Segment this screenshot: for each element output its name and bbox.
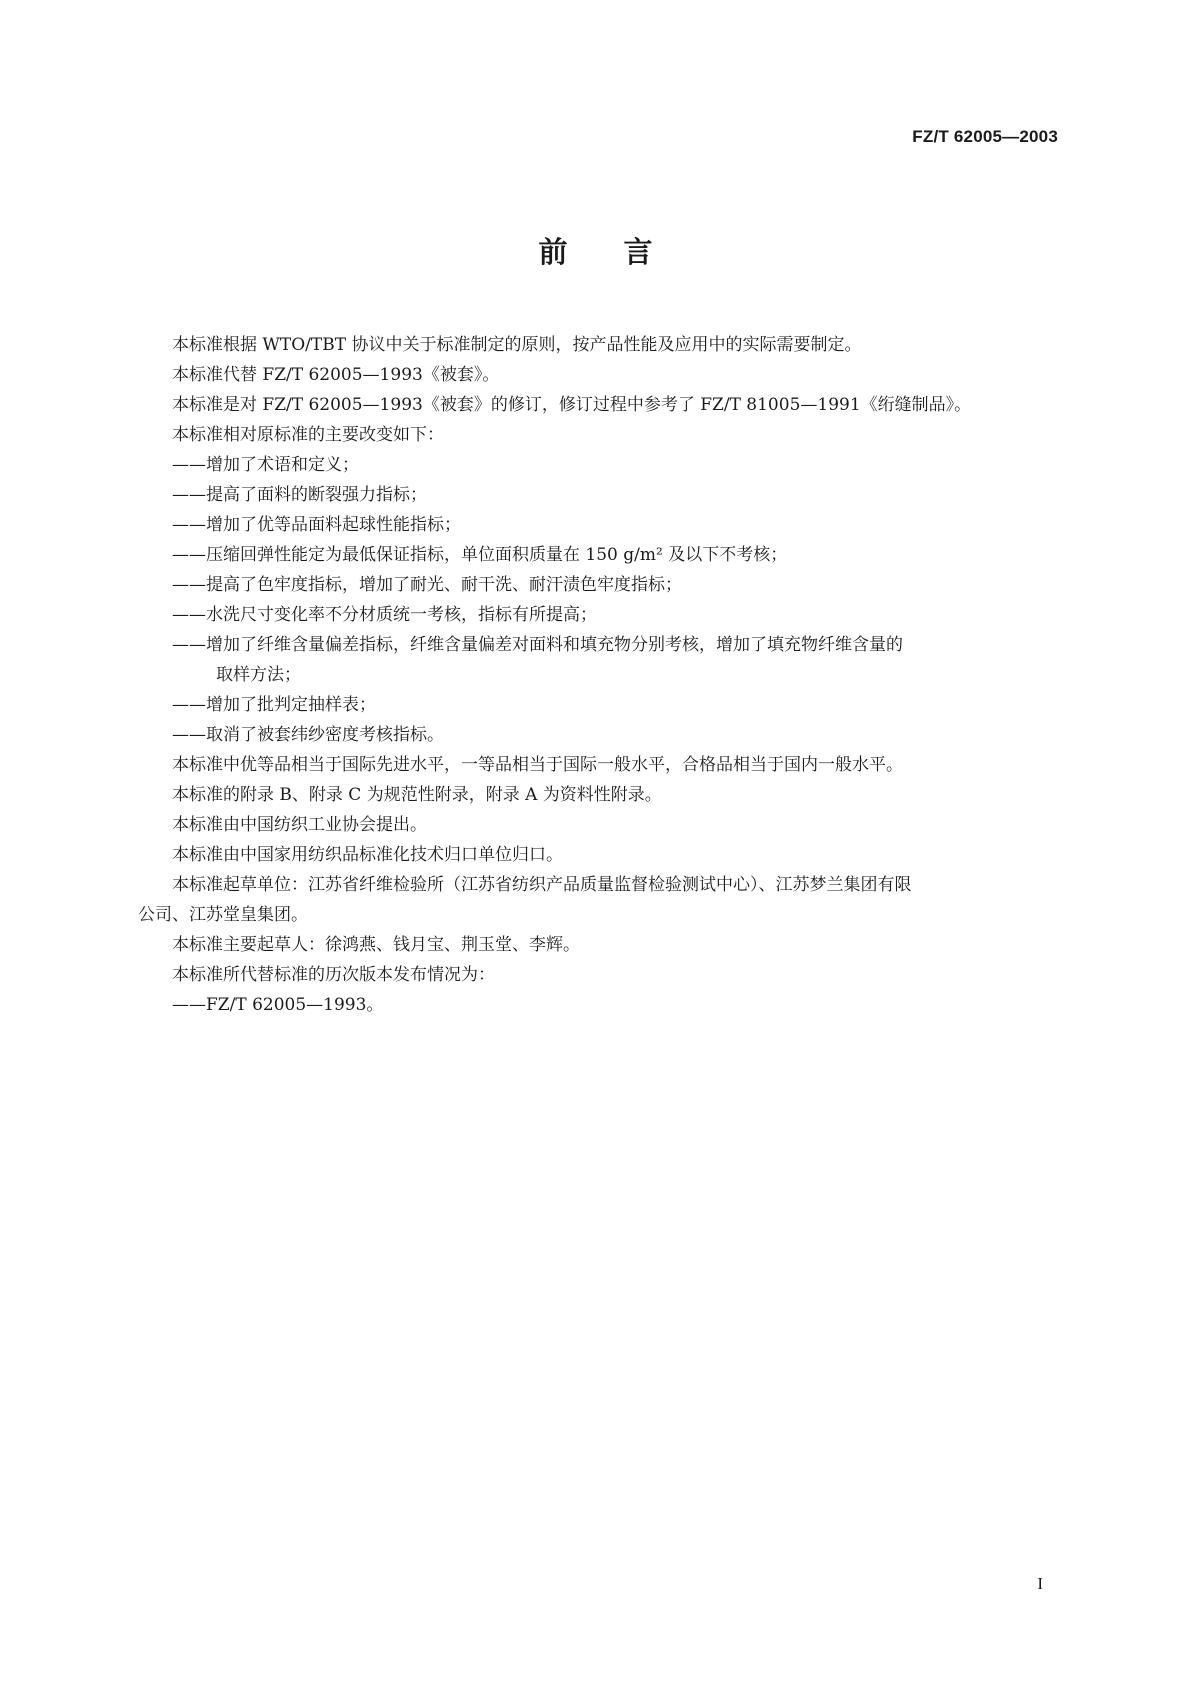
- standard-code: FZ/T 62005—2003: [912, 127, 1058, 146]
- paragraph-line: 本标准主要起草人：徐鸿燕、钱月宝、荆玉堂、李辉。: [172, 935, 580, 955]
- list-item: ——压缩回弹性能定为最低保证指标，单位面积质量在 150 g/m² 及以下不考核；: [172, 545, 788, 565]
- list-item: ——增加了优等品面料起球性能指标；: [172, 515, 461, 535]
- paragraph-line: 本标准相对原标准的主要改变如下：: [172, 425, 444, 445]
- list-item: ——增加了术语和定义；: [172, 455, 359, 475]
- list-item: ——取消了被套纬纱密度考核指标。: [172, 725, 444, 745]
- paragraph-line: 本标准根据 WTO/TBT 协议中关于标准制定的原则，按产品性能及应用中的实际需要制定。: [172, 335, 862, 355]
- list-item: ——增加了批判定抽样表；: [172, 695, 376, 715]
- list-item: ——水洗尺寸变化率不分材质统一考核，指标有所提高；: [172, 605, 597, 625]
- list-item: ——增加了纤维含量偏差指标，纤维含量偏差对面料和填充物分别考核，增加了填充物纤维含量的: [172, 635, 903, 655]
- paragraph-continuation: 公司、江苏堂皇集团。: [138, 905, 308, 925]
- list-item-continuation: 取样方法；: [216, 665, 301, 685]
- paragraph-line: 本标准代替 FZ/T 62005—1993《被套》。: [172, 365, 500, 385]
- paragraph-line: 本标准是对 FZ/T 62005—1993《被套》的修订，修订过程中参考了 FZ/T 81005—1991《绗缝制品》。: [172, 395, 972, 415]
- paragraph-line: 本标准起草单位：江苏省纤维检验所（江苏省纺织产品质量监督检验测试中心）、江苏梦兰集团有限: [172, 875, 912, 895]
- list-item: ——提高了面料的断裂强力指标；: [172, 485, 427, 505]
- paragraph-line: 本标准所代替标准的历次版本发布情况为：: [172, 965, 495, 985]
- paragraph-line: 本标准的附录 B、附录 C 为规范性附录，附录 A 为资料性附录。: [172, 785, 662, 805]
- paragraph-line: 本标准由中国纺织工业协会提出。: [172, 815, 427, 835]
- paragraph-line: 本标准由中国家用纺织品标准化技术归口单位归口。: [172, 845, 563, 865]
- page-title: 前言: [538, 235, 709, 269]
- foreword-body: [138, 330, 1060, 1020]
- paragraph-line: 本标准中优等品相当于国际先进水平，一等品相当于国际一般水平，合格品相当于国内一般水平。: [172, 755, 903, 775]
- list-item: ——FZ/T 62005—1993。: [172, 995, 384, 1015]
- page-number: I: [1037, 1574, 1043, 1593]
- list-item: ——提高了色牢度指标，增加了耐光、耐干洗、耐汗渍色牢度指标；: [172, 575, 682, 595]
